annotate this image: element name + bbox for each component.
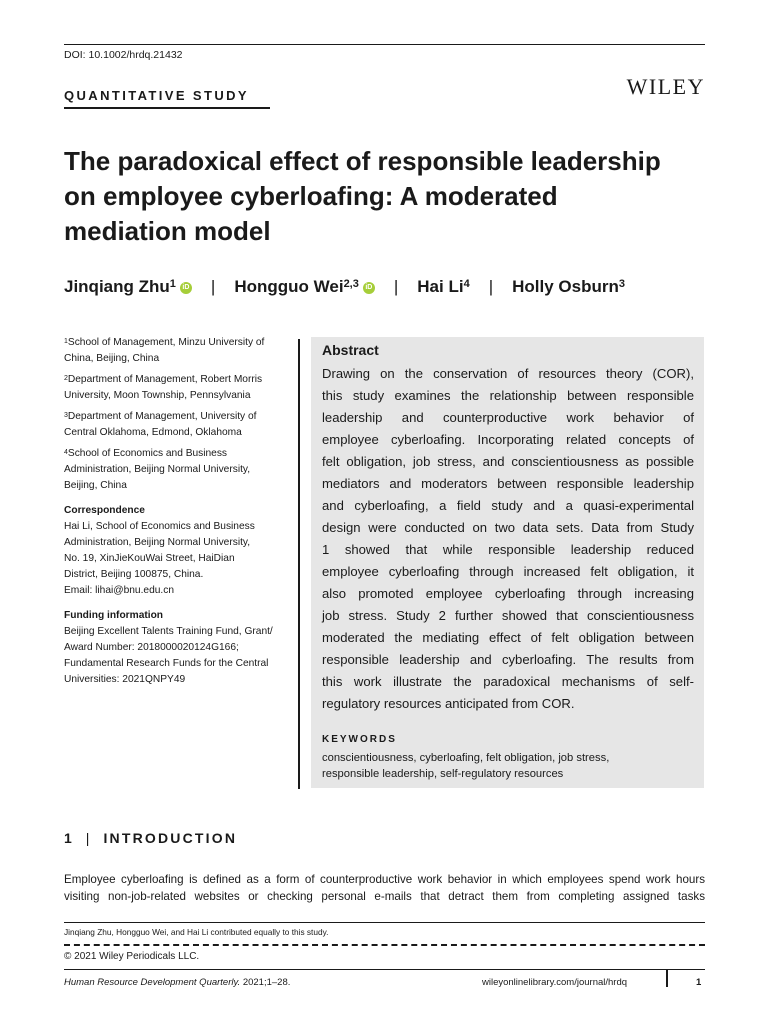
funding-line: Fundamental Research Funds for the Central	[64, 658, 269, 669]
affiliation-line: Administration, Beijing Normal University,	[64, 464, 251, 475]
title-line: on employee cyberloafing: A moderated	[64, 181, 558, 211]
affiliation	[64, 409, 289, 441]
correspondence-line: No. 19, XinJieKouWai Street, HaiDian	[64, 553, 235, 564]
author-separator: |	[488, 277, 494, 296]
orcid-icon[interactable]: iD	[180, 282, 192, 294]
body-line: Employee cyberloafing is defined as a form of counterproductive work behavior in which employees spend work hours	[64, 873, 705, 886]
section-title: INTRODUCTION	[103, 830, 238, 846]
author-affiliation-number: 3	[618, 278, 625, 290]
abstract-line: and cyberloafing, a field study and a quasi-experimental	[322, 498, 694, 513]
author-affiliation-number: 4	[463, 278, 470, 290]
affiliation	[64, 372, 289, 404]
journal-website-link[interactable]: wileyonlinelibrary.com/journal/hrdq	[482, 977, 628, 988]
funding-line: Award Number: 2018000020124G166;	[64, 642, 239, 653]
keywords-line: responsible leadership, self-regulatory resources	[322, 768, 564, 780]
abstract-line: this work illustrate the paradoxical mechanisms of self-	[322, 674, 694, 689]
author-separator: |	[210, 277, 216, 296]
abstract-line: felt obligation, job stress, and conscientiousness as possible	[322, 454, 694, 469]
publisher-logo: WILEY	[626, 74, 705, 99]
affiliation-number: 2	[64, 375, 68, 382]
footnote-rule	[64, 922, 705, 923]
abstract-line: Drawing on the conservation of resources theory (COR),	[322, 366, 694, 381]
affiliation-line: Department of Management, Robert Morris	[67, 374, 263, 385]
section-number: 1	[64, 830, 72, 846]
journal-citation	[64, 977, 290, 988]
abstract-line: leadership and counterproductive work behavior of	[322, 410, 694, 425]
journal-issue: 2021;1–28.	[240, 977, 291, 988]
author-name[interactable]: Holly Osburn	[512, 277, 619, 296]
copyright-notice: © 2021 Wiley Periodicals LLC.	[64, 951, 200, 962]
column-divider	[298, 339, 300, 789]
page-number-divider	[666, 970, 668, 987]
section-label-underline	[64, 107, 270, 109]
doi-link[interactable]: DOI: 10.1002/hrdq.21432	[64, 49, 183, 61]
page-number: 1	[696, 977, 702, 988]
abstract-body	[322, 363, 694, 715]
author-name[interactable]: Hongguo Wei	[234, 277, 344, 296]
abstract-line: 1 showed that while responsible leadership reduced	[322, 542, 694, 557]
abstract-line: this study examines the relationship between responsible	[322, 388, 694, 403]
abstract-heading: Abstract	[322, 342, 379, 358]
abstract-line: employee cyberloafing through increased felt obligation, it	[322, 564, 694, 579]
affiliation	[64, 446, 289, 494]
affiliation	[64, 335, 289, 367]
introduction-body	[64, 871, 705, 905]
section-separator: |	[85, 830, 90, 846]
abstract-line: responsible leadership and cyberloafing. The results from	[322, 652, 694, 667]
author-name[interactable]: Hai Li	[417, 277, 464, 296]
affiliation-line: Beijing, China	[64, 480, 127, 491]
correspondence-heading: Correspondence	[64, 505, 145, 516]
abstract-line: employee cyberloafing. Incorporating related concepts of	[322, 432, 694, 447]
funding-line: Beijing Excellent Talents Training Fund, Grant/	[64, 626, 273, 637]
affiliation-number: 1	[64, 338, 68, 345]
correspondence-line: Administration, Beijing Normal University,	[64, 537, 251, 548]
abstract-line: also promoted employee cyberloafing through increasing	[322, 586, 694, 601]
abstract-line: job stress. Study 2 further showed that conscientiousness	[322, 608, 694, 623]
correspondence-line: District, Beijing 100875, China.	[64, 569, 204, 580]
keywords-line: conscientiousness, cyberloafing, felt obligation, job stress,	[322, 752, 610, 764]
affiliation-line: China, Beijing, China	[64, 353, 160, 364]
article-title	[64, 144, 714, 249]
affiliation-number: 3	[64, 412, 68, 419]
abstract-line: mediators and moderators between responsible leadership	[322, 476, 694, 491]
footer-rule	[64, 969, 705, 970]
body-line: visiting non-job-related websites or checking personal e-mails that detract them from completing assigned tasks	[64, 890, 705, 903]
journal-name: Human Resource Development Quarterly.	[64, 977, 241, 988]
footnote: Jinqiang Zhu, Hongguo Wei, and Hai Li contributed equally to this study.	[64, 927, 329, 937]
keywords-heading: KEYWORDS	[322, 734, 397, 745]
affiliation-line: School of Management, Minzu University of	[67, 337, 265, 348]
affiliation-line: Department of Management, University of	[67, 411, 257, 422]
affiliation-number: 4	[64, 449, 68, 456]
funding-heading: Funding information	[64, 610, 164, 621]
title-line: The paradoxical effect of responsible leadership	[64, 146, 661, 176]
abstract-line: regulatory resources anticipated from COR.	[322, 696, 575, 711]
affiliation-line: School of Economics and Business	[67, 448, 228, 459]
introduction-heading	[64, 830, 237, 846]
correspondence-email[interactable]: Email: lihai@bnu.edu.cn	[64, 585, 175, 596]
funding-line: Universities: 2021QNPY49	[64, 674, 186, 685]
abstract-line: design were conducted on two data sets. Data from Study	[322, 520, 694, 535]
orcid-icon[interactable]: iD	[363, 282, 375, 294]
title-line: mediation model	[64, 216, 271, 246]
keywords-list	[322, 750, 609, 782]
author-name[interactable]: Jinqiang Zhu	[64, 277, 170, 296]
author-affiliation-number: 1	[169, 278, 176, 290]
header-rule	[64, 44, 705, 45]
author-list	[64, 277, 625, 297]
dashed-divider	[64, 944, 705, 946]
section-label: QUANTITATIVE STUDY	[64, 88, 249, 103]
affiliation-line: Central Oklahoma, Edmond, Oklahoma	[64, 427, 242, 438]
article-info-column	[64, 335, 289, 688]
affiliation-line: University, Moon Township, Pennsylvania	[64, 390, 251, 401]
author-affiliation-number: 2,3	[343, 278, 359, 290]
abstract-line: moderated the mediating effect of felt obligation between	[322, 630, 694, 645]
author-separator: |	[393, 277, 399, 296]
correspondence-line: Hai Li, School of Economics and Business	[64, 521, 255, 532]
